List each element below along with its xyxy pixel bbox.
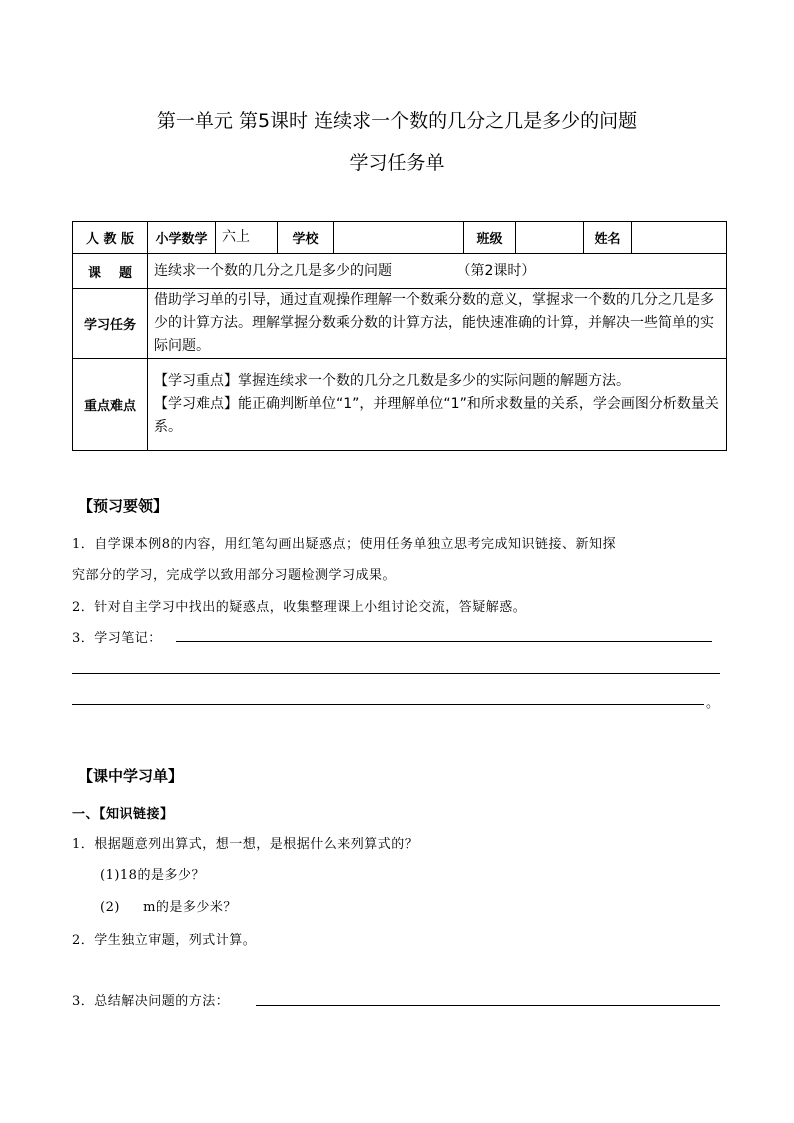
notes-line-3[interactable] (72, 704, 704, 705)
edition-cell: 人 教 版 (73, 222, 148, 254)
topic-label: 课 题 (73, 254, 148, 289)
question-1: 1．根据题意列出算式，想一想，是根据什么来列算式的？ (72, 837, 419, 852)
knowledge-link-heading: 一、【知识链接】 (72, 807, 174, 822)
key-point: 【学习重点】掌握连续求一个数的几分之几数是多少的实际问题的解题方法。 (154, 373, 630, 389)
class-field[interactable] (516, 222, 584, 254)
info-table (72, 221, 727, 451)
key-label: 重点难点 (73, 359, 148, 451)
preview-item3-label: 3．学习笔记： (72, 631, 162, 646)
name-label: 姓名 (584, 222, 632, 254)
notes-line-1[interactable] (176, 641, 712, 642)
question-2: 2．学生独立审题，列式计算。 (72, 933, 257, 948)
page-title: 第一单元 第5课时 连续求一个数的几分之几是多少的问题 (156, 110, 638, 132)
preview-item1-line1: 1．自学课本例8的内容，用红笔勾画出疑惑点；使用任务单独立思考完成知识链接、新知探 (72, 537, 617, 552)
topic-value (148, 254, 727, 289)
preview-item2: 2．针对自主学习中找出的疑惑点，收集整理课上小组讨论交流，答疑解惑。 (72, 600, 527, 615)
in-class-heading: 【课中学习单】 (78, 767, 184, 785)
question-1a: (1)18的是多少？ (100, 868, 205, 883)
method-answer-line[interactable] (256, 1005, 720, 1006)
question-1b: (2) m的是多少米？ (100, 900, 237, 915)
subject-cell: 小学数学 (148, 222, 216, 254)
notes-line-2[interactable] (72, 673, 720, 674)
school-field[interactable] (334, 222, 464, 254)
name-field[interactable] (632, 222, 727, 254)
preview-heading: 【预习要领】 (78, 497, 169, 515)
key-value (148, 359, 727, 451)
task-value: 借助学习单的引导，通过直观操作理解一个数乘分数的意义，掌握求一个数的几分之几是多少的计算方法。理解掌握分数乘分数的计算方法，能快速准确的计算，并解决一些简单的实际问题。 (148, 289, 727, 359)
notes-end-mark: 。 (706, 696, 720, 711)
task-label: 学习任务 (73, 289, 148, 359)
difficult-point: 【学习难点】能正确判断单位“1”，并理解单位“1”和所求数量的关系，学会画图分析数量关系。 (154, 396, 719, 435)
school-label: 学校 (278, 222, 334, 254)
page-subtitle: 学习任务单 (349, 152, 445, 174)
topic-text: 连续求一个数的几分之几是多少的问题 (154, 262, 392, 279)
preview-item1-line2: 究部分的学习，完成学以致用部分习题检测学习成果。 (72, 568, 397, 583)
class-label: 班级 (464, 222, 516, 254)
topic-period: （第2课时） (456, 262, 536, 279)
grade-cell: 六上 (216, 222, 278, 254)
question-3-label: 3．总结解决问题的方法： (72, 994, 230, 1009)
